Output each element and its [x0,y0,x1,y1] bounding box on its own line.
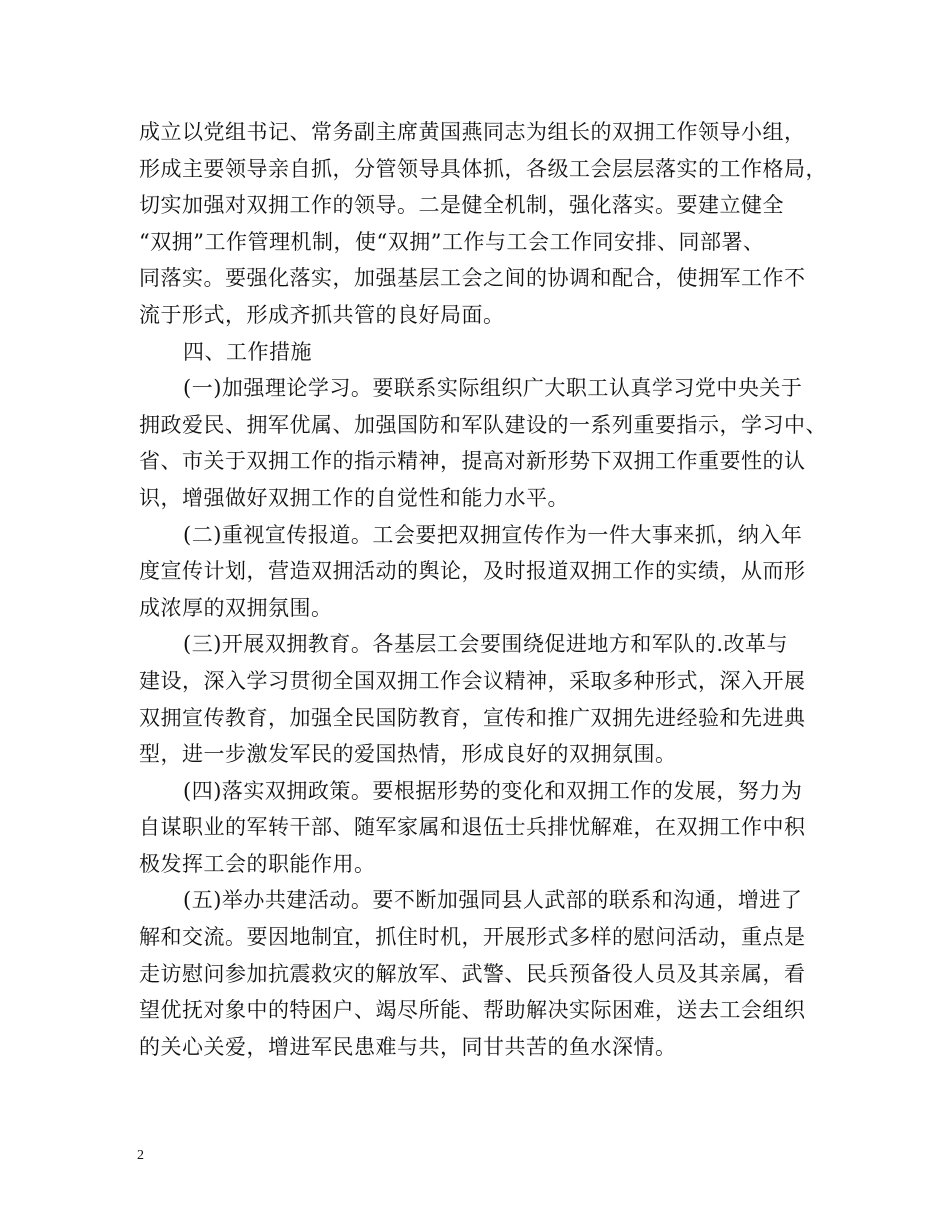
text-line: 极发挥工会的职能作用。 [139,851,376,876]
text-line: 度宣传计划，营造双拥活动的舆论，及时报道双拥工作的实绩，从而形 [139,559,806,584]
text-line: 形成主要领导亲自抓，分管领导具体抓，各级工会层层落实的工作格局， [139,156,827,181]
paragraph-first-line: (五)举办共建活动。要不断加强同县人武部的联系和沟通，增进了 [183,888,803,913]
text-line: 自谋职业的军转干部、随军家属和退伍士兵排忧解难，在双拥工作中积 [139,815,806,840]
paragraph-first-line: (二)重视宣传报道。工会要把双拥宣传作为一件大事来抓，纳入年 [183,522,803,547]
document-body [139,114,827,1065]
text-line: 型，进一步激发军民的爱国热情，形成良好的双拥氛围。 [139,742,677,767]
text-line: 识，增强做好双拥工作的自觉性和能力水平。 [139,485,569,510]
paragraph-first-line: (四)落实双拥政策。要根据形势的变化和双拥工作的发展，努力为 [183,778,803,803]
text-line: 拥政爱民、拥军优属、加强国防和军队建设的一系列重要指示，学习中、 [139,412,827,437]
paragraph-first-line: 四、工作措施 [183,339,312,364]
text-line: 切实加强对双拥工作的领导。二是健全机制，强化落实。要建立健全 [139,193,784,218]
text-line: 建设，深入学习贯彻全国双拥工作会议精神，采取多种形式，深入开展 [139,668,806,693]
text-line: 同落实。要强化落实，加强基层工会之间的协调和配合，使拥军工作不 [139,266,806,291]
text-line: 成浓厚的双拥氛围。 [139,595,333,620]
text-line: 流于形式，形成齐抓共管的良好局面。 [139,302,505,327]
text-line: 望优抚对象中的特困户、竭尽所能、帮助解决实际困难，送去工会组织 [139,998,806,1023]
text-line: 走访慰问参加抗震救灾的解放军、武警、民兵预备役人员及其亲属，看 [139,961,806,986]
text-line: 成立以党组书记、常务副主席黄国燕同志为组长的双拥工作领导小组， [139,120,806,144]
text-line: 解和交流。要因地制宜，抓住时机，开展形式多样的慰问活动，重点是 [139,925,806,950]
text-line: 的关心关爱，增进军民患难与共，同甘共苦的鱼水深情。 [139,1034,677,1059]
text-line: 双拥宣传教育，加强全民国防教育，宣传和推广双拥先进经验和先进典 [139,705,806,730]
text-line: 省、市关于双拥工作的指示精神，提高对新形势下双拥工作重要性的认 [139,449,806,474]
page-number: 2 [137,1148,144,1163]
paragraph-first-line: (三)开展双拥教育。各基层工会要围绕促进地方和军队的.改革与 [183,632,789,657]
text-line: “双拥”工作管理机制，使“双拥”工作与工会工作同安排、同部署、 [139,229,765,254]
paragraph-first-line: (一)加强理论学习。要联系实际组织广大职工认真学习党中央关于 [183,376,803,401]
